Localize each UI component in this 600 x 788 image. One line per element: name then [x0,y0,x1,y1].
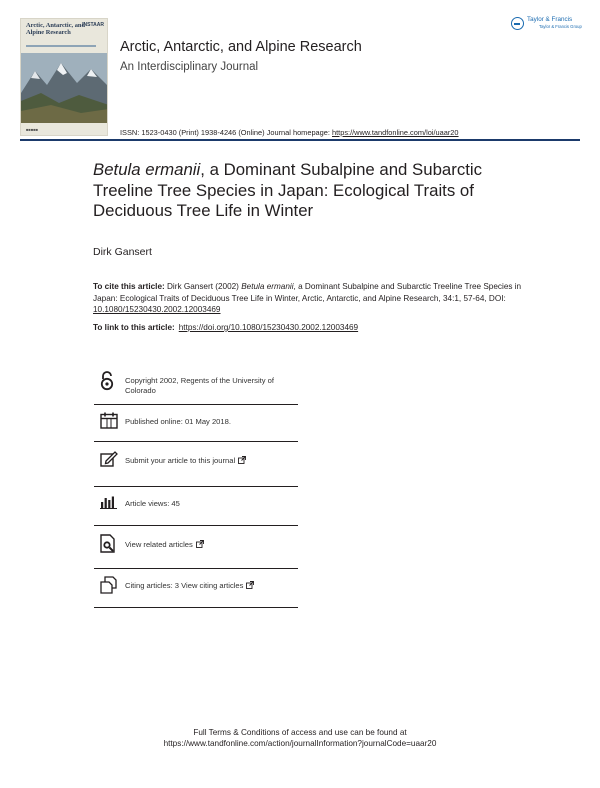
issn-text: ISSN: 1523-0430 (Print) 1938-4246 (Online) Journal homepage: [120,128,330,137]
article-doi-url[interactable]: https://doi.org/10.1080/15230430.2002.12003469 [178,323,359,332]
citing-articles-link[interactable]: Citing articles: 3 View citing articles [125,581,244,590]
publisher-logo-icon [511,17,524,30]
external-link-icon [238,456,246,464]
submit-article-link[interactable]: Submit your article to this journal [125,456,236,465]
related-articles-icon [100,534,116,553]
citation-species: Betula ermanii [241,282,294,291]
journal-subtitle: An Interdisciplinary Journal [120,61,259,73]
publisher-logo[interactable] [511,16,582,30]
terms-footer [0,727,600,749]
info-row-views [94,487,298,526]
info-row-submit[interactable] [94,442,298,487]
citation-block [93,281,533,316]
cover-title: Arctic, Antarctic, and Alpine Research [26,22,86,37]
terms-url[interactable]: https://www.tandfonline.com/action/journalInformation?journalCode=uaar20 [163,739,437,748]
published-date-text: Published online: 01 May 2018. [125,417,231,426]
citation-text-after: , a Dominant Subalpine and Subarctic Treeline Tree Species in Japan: Ecological Traits of Deciduous Tree Life in Winter, Arctic, Antarctic, and Alpine Research, 34:1, 57-64, DOI: [93,282,522,303]
citation-doi-link[interactable]: 10.1080/15230430.2002.12003469 [93,305,221,314]
external-link-icon [246,581,254,589]
view-related-articles-link[interactable]: View related articles [125,540,193,549]
calendar-icon [100,412,118,429]
citing-articles-icon [100,576,117,594]
publisher-name: Taylor & Francis [527,16,573,23]
info-row-related[interactable] [94,526,298,569]
article-link-line [93,323,358,332]
header-divider [20,139,580,141]
citation-text-before: Dirk Gansert (2002) [167,282,239,291]
cover-footer: ■■■■■ [26,127,39,132]
cover-mountain-photo [21,53,108,123]
info-row-copyright [94,366,298,405]
journal-cover-thumbnail [20,18,108,136]
link-label: To link to this article: [93,323,175,332]
article-author: Dirk Gansert [93,246,152,258]
cover-logo: INSTAAR [82,22,104,28]
edit-submit-icon [100,451,118,467]
info-row-published [94,405,298,442]
info-row-citing[interactable] [94,569,298,608]
issn-line [120,128,459,137]
citation-label: To cite this article: [93,282,165,291]
copyright-text: Copyright 2002, Regents of the University of Colorado [125,376,275,395]
external-link-icon [196,540,204,548]
journal-title: Arctic, Antarctic, and Alpine Research [120,39,362,55]
article-title-rest: , a Dominant Subalpine and Subarctic Treeline Tree Species in Japan: Ecological Traits of Deciduous Tree Life in Winter [93,160,483,220]
article-title-species: Betula ermanii [93,160,201,179]
open-access-lock-icon [100,371,114,391]
cover-divider [26,45,96,47]
article-title [93,160,543,222]
publisher-tagline: Taylor & Francis Group [539,24,582,29]
terms-text: Full Terms & Conditions of access and use can be found at [193,728,407,737]
journal-homepage-link[interactable]: https://www.tandfonline.com/loi/uaar20 [332,128,459,137]
article-views-text: Article views: 45 [125,499,180,508]
bar-chart-icon [100,496,118,509]
